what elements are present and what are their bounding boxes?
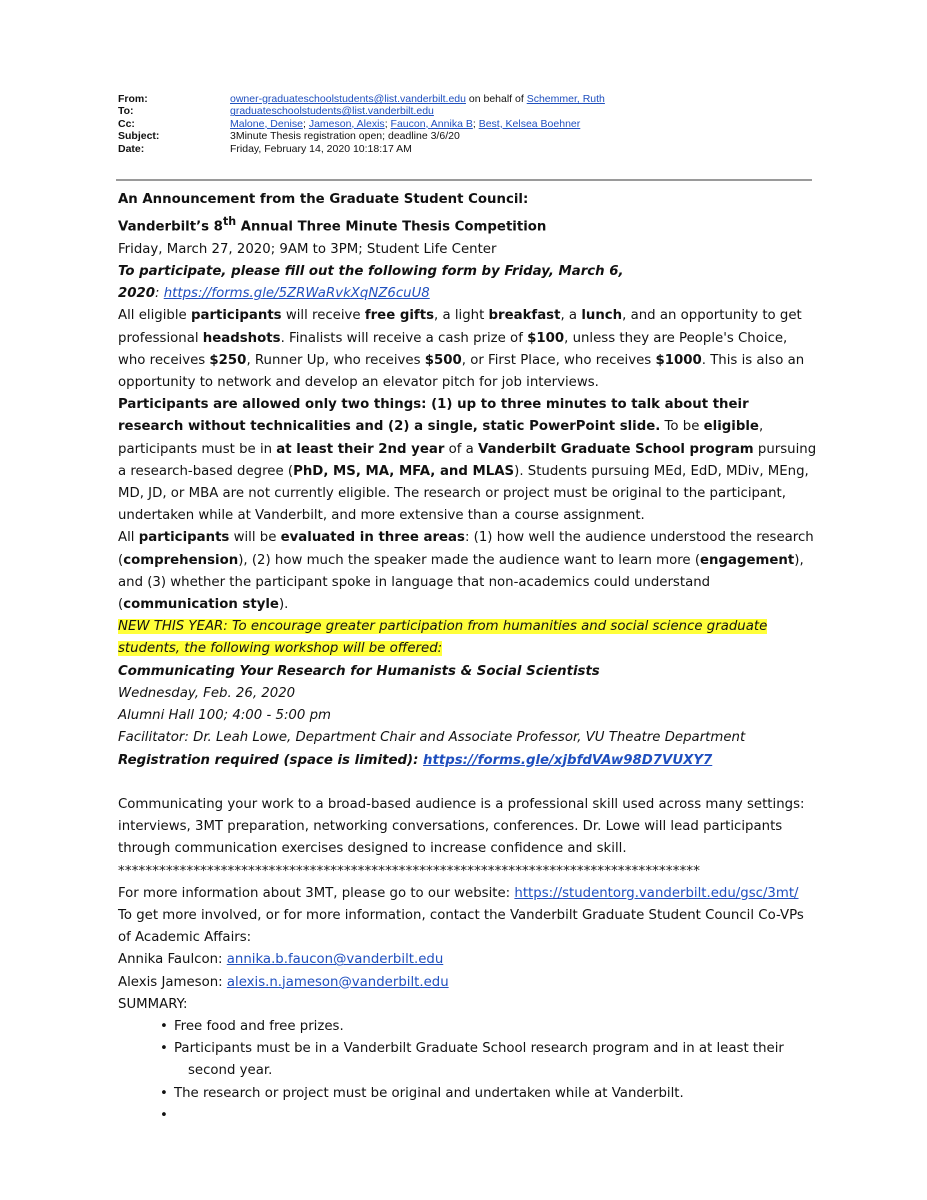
contact-jameson-email[interactable]: alexis.n.jameson@vanderbilt.edu (226, 974, 449, 990)
participate-line-2 (118, 283, 818, 305)
event-when: Friday, March 27, 2020; 9AM to 3PM; Student Life Center (118, 241, 497, 257)
competition-title (118, 211, 818, 239)
subject-row (118, 130, 605, 142)
contact-faulcon (118, 949, 818, 971)
contact-jameson-name: Alexis Jameson: (118, 974, 227, 990)
summary-item-line-1: Participants must be in a Vanderbilt Graduate School research program and in at least their (174, 1041, 784, 1057)
summary-item: • Free food and free prizes. (160, 1016, 818, 1038)
more-info-line (118, 883, 818, 905)
workshop-facilitator: Facilitator: Dr. Leah Lowe, Department Chair and Associate Professor, VU Theatre Department (118, 730, 746, 746)
summary-item: • The research or project must be original and undertaken while at Vanderbilt. (160, 1083, 818, 1105)
new-this-year-highlight: NEW THIS YEAR: To encourage greater participation from humanities and social science graduate students, the following workshop will be offered: (118, 619, 768, 657)
subject-value: 3Minute Thesis registration open; deadline 3/6/20 (230, 130, 460, 143)
registration-link[interactable]: https://forms.gle/xjbfdVAw98D7VUXY7 (423, 752, 713, 768)
contact-jameson (118, 972, 818, 994)
to-email-link[interactable]: graduateschoolstudents@list.vanderbilt.edu (230, 105, 434, 118)
participate-colon: : (155, 286, 164, 302)
date-value: Friday, February 14, 2020 10:18:17 AM (230, 142, 412, 155)
prizes-paragraph: All eligible participants will receive free gifts, a light breakfast, a lunch, and an opportunity to get professional headshots. Finalists will receive a cash prize of $100, unless they are People's Choice, who receives $250, Runner Up, who receives $500, or First Place, who receives $1000. This is also an opportunity to network and develop an elevator pitch for job interviews. (118, 308, 805, 391)
cc-link-faucon[interactable]: Faucon, Annika B (390, 117, 473, 130)
cc-link-malone[interactable]: Malone, Denise (230, 117, 303, 130)
summary-item-line-2: second year. (188, 1063, 273, 1079)
cc-row: Cc: Malone, Denise; Jameson, Alexis; Faucon, Annika B; Best, Kelsea Boehner (118, 117, 581, 130)
workshop-place: Alumni Hall 100; 4:00 - 5:00 pm (118, 708, 331, 724)
eligibility-paragraph: Participants are allowed only two things: (1) up to three minutes to talk about their research without technicalities and (2) a single, static PowerPoint slide. To be eligible, participants must be in at least their 2nd year of a Vanderbilt Graduate School program pursuing a research-based degree (PhD, MS, MA, MFA, and MLAS). Students pursuing MEd, EdD, MDiv, MEng, MD, JD, or MBA are not currently eligible. The research or project must be original to the participant, undertaken while at Vanderbilt, and more extensive than a course assignment. (118, 397, 817, 524)
participate-line-1: To participate, please fill out the following form by Friday, March 6, (118, 264, 624, 280)
summary-list (118, 1016, 818, 1105)
cc-link-jameson[interactable]: Jameson, Alexis (308, 117, 385, 130)
header-divider (116, 179, 812, 181)
title-pre: Vanderbilt’s 8 (118, 219, 223, 235)
from-email-link[interactable]: owner-graduateschoolstudents@list.vanderbilt.edu (230, 93, 466, 105)
title-post: Annual Three Minute Thesis Competition (236, 219, 547, 235)
asterisk-divider: ************************************************************************************* (118, 863, 701, 879)
subject-label: Subject: (118, 130, 160, 143)
participate-year: 2020 (118, 286, 156, 302)
from-label: From: (118, 93, 148, 105)
registration-label: Registration required (space is limited): (118, 752, 424, 768)
to-row (118, 105, 605, 117)
communicating-paragraph: Communicating your work to a broad-based audience is a professional skill used across many settings: interviews, 3MT preparation, networking conversations, conferences. Dr. Lowe will lead participants through communication exercises designed to increase confidence and skill. (118, 796, 805, 857)
date-row (118, 143, 605, 155)
from-behalf-text: on behalf of (465, 93, 527, 105)
website-link[interactable]: https://studentorg.vanderbilt.edu/gsc/3mt/ (514, 885, 799, 901)
from-row (118, 93, 605, 105)
form-link[interactable]: https://forms.gle/5ZRWaRvkXqNZ6cuU8 (163, 286, 430, 302)
evaluation-paragraph: All participants will be evaluated in three areas: (1) how well the audience understood the research (comprehension), (2) how much the speaker made the audience want to learn more (engagement), and (3) whether the participant spoke in language that non-academics could understand (communication style). (118, 530, 814, 613)
more-info-text: For more information about 3MT, please go to our website: (118, 885, 515, 901)
workshop-title: Communicating Your Research for Humanists & Social Scientists (118, 663, 600, 679)
email-body (118, 189, 818, 1105)
registration-line (118, 750, 818, 772)
cc-label: Cc: (118, 117, 135, 130)
email-header (118, 93, 605, 155)
workshop-date: Wednesday, Feb. 26, 2020 (118, 685, 296, 701)
spacer (118, 772, 818, 794)
title-sup: th (222, 215, 237, 229)
date-label: Date: (118, 142, 145, 155)
new-this-year-notice (118, 616, 818, 660)
summary-label: SUMMARY: (118, 996, 188, 1012)
contact-faulcon-name: Annika Faulcon: (118, 952, 227, 968)
to-label: To: (118, 105, 134, 118)
from-name-link[interactable]: Schemmer, Ruth (526, 93, 605, 105)
contact-faulcon-email[interactable]: annika.b.faucon@vanderbilt.edu (226, 952, 444, 968)
cc-link-best[interactable]: Best, Kelsea Boehner (478, 117, 581, 130)
announcement-heading: An Announcement from the Graduate Student Council: (118, 192, 529, 207)
summary-item (160, 1038, 818, 1082)
involved-paragraph: To get more involved, or for more information, contact the Vanderbilt Graduate Student Council Co-VPs of Academic Affairs: (118, 907, 804, 946)
